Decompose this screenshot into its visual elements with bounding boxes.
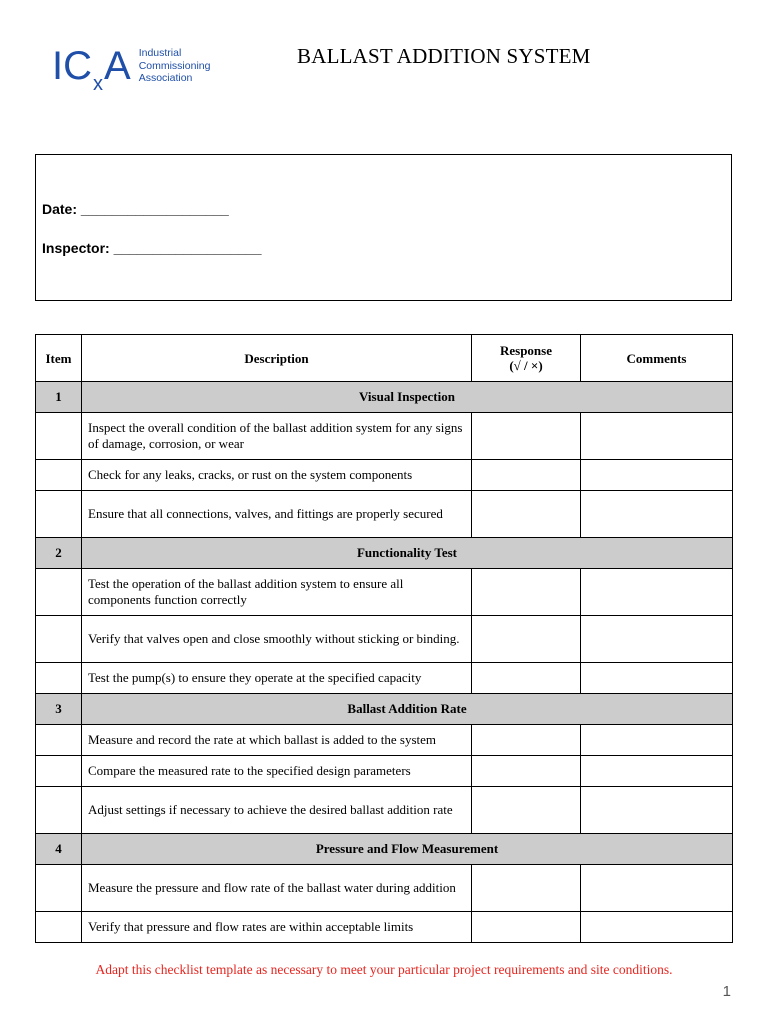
section-row bbox=[36, 694, 733, 725]
section-number: 3 bbox=[36, 694, 82, 725]
logo-mark-sub: x bbox=[93, 73, 103, 95]
document-title: BALLAST ADDITION SYSTEM bbox=[297, 44, 591, 68]
response-cell[interactable] bbox=[472, 756, 581, 787]
item-cell bbox=[36, 756, 82, 787]
comments-cell[interactable] bbox=[581, 756, 733, 787]
footer-note: Adapt this checklist template as necessary to meet your particular project requirements and site conditions. bbox=[95, 962, 673, 977]
item-description: Adjust settings if necessary to achieve the desired ballast addition rate bbox=[82, 787, 472, 834]
table-row bbox=[36, 912, 733, 943]
logo-mark-right: A bbox=[104, 44, 131, 88]
table-row bbox=[36, 663, 733, 694]
item-description: Check for any leaks, cracks, or rust on the system components bbox=[82, 460, 472, 491]
item-cell bbox=[36, 569, 82, 616]
logo-text bbox=[139, 47, 211, 85]
header-response-symbols: (√ / ×) bbox=[509, 358, 543, 373]
item-cell bbox=[36, 663, 82, 694]
logo-mark-left: IC bbox=[52, 44, 92, 88]
section-title: Functionality Test bbox=[82, 538, 733, 569]
header-response-label: Response bbox=[499, 343, 552, 358]
icxa-logo bbox=[52, 38, 210, 94]
table-row bbox=[36, 413, 733, 460]
response-cell[interactable] bbox=[472, 912, 581, 943]
section-title: Visual Inspection bbox=[82, 382, 733, 413]
header-description: Description bbox=[82, 335, 472, 382]
logo-mark bbox=[52, 44, 131, 95]
logo-line-1: Industrial bbox=[138, 47, 182, 60]
response-cell[interactable] bbox=[472, 865, 581, 912]
section-number: 2 bbox=[36, 538, 82, 569]
item-cell bbox=[36, 912, 82, 943]
item-description: Verify that valves open and close smoothly without sticking or binding. bbox=[82, 616, 472, 663]
comments-cell[interactable] bbox=[581, 569, 733, 616]
item-cell bbox=[36, 616, 82, 663]
table-row bbox=[36, 569, 733, 616]
section-number: 4 bbox=[36, 834, 82, 865]
inspector-field[interactable]: Inspector: ___________________ bbox=[42, 240, 262, 256]
checklist-table bbox=[35, 334, 733, 943]
response-cell[interactable] bbox=[472, 787, 581, 834]
comments-cell[interactable] bbox=[581, 912, 733, 943]
item-cell bbox=[36, 865, 82, 912]
response-cell[interactable] bbox=[472, 413, 581, 460]
section-row bbox=[36, 382, 733, 413]
section-title: Pressure and Flow Measurement bbox=[82, 834, 733, 865]
item-description: Compare the measured rate to the specified design parameters bbox=[82, 756, 472, 787]
section-row bbox=[36, 538, 733, 569]
item-description: Verify that pressure and flow rates are within acceptable limits bbox=[82, 912, 472, 943]
table-row bbox=[36, 460, 733, 491]
inspection-info-box bbox=[35, 154, 732, 301]
date-field[interactable]: Date: ___________________ bbox=[42, 201, 229, 217]
response-cell[interactable] bbox=[472, 725, 581, 756]
item-description: Test the pump(s) to ensure they operate at the specified capacity bbox=[82, 663, 472, 694]
comments-cell[interactable] bbox=[581, 413, 733, 460]
response-cell[interactable] bbox=[472, 663, 581, 694]
response-cell[interactable] bbox=[472, 491, 581, 538]
response-cell[interactable] bbox=[472, 460, 581, 491]
section-title: Ballast Addition Rate bbox=[82, 694, 733, 725]
table-header-row bbox=[36, 335, 733, 382]
page-number: 1 bbox=[722, 983, 731, 1000]
logo-line-3: Association bbox=[138, 72, 193, 85]
comments-cell[interactable] bbox=[581, 787, 733, 834]
comments-cell[interactable] bbox=[581, 460, 733, 491]
table-row bbox=[36, 491, 733, 538]
item-cell bbox=[36, 413, 82, 460]
header-item: Item bbox=[36, 335, 82, 382]
table-row bbox=[36, 865, 733, 912]
item-description: Inspect the overall condition of the ballast addition system for any signs of damage, corrosion, or wear bbox=[82, 413, 472, 460]
item-cell bbox=[36, 725, 82, 756]
item-cell bbox=[36, 491, 82, 538]
item-description: Test the operation of the ballast addition system to ensure all components function correctly bbox=[82, 569, 472, 616]
comments-cell[interactable] bbox=[581, 616, 733, 663]
header-comments: Comments bbox=[581, 335, 733, 382]
header-response bbox=[472, 335, 581, 382]
item-cell bbox=[36, 460, 82, 491]
comments-cell[interactable] bbox=[581, 663, 733, 694]
section-row bbox=[36, 834, 733, 865]
item-description: Measure the pressure and flow rate of the ballast water during addition bbox=[82, 865, 472, 912]
response-cell[interactable] bbox=[472, 616, 581, 663]
table-row bbox=[36, 787, 733, 834]
item-description: Measure and record the rate at which ballast is added to the system bbox=[82, 725, 472, 756]
comments-cell[interactable] bbox=[581, 865, 733, 912]
response-cell[interactable] bbox=[472, 569, 581, 616]
comments-cell[interactable] bbox=[581, 491, 733, 538]
table-row bbox=[36, 616, 733, 663]
comments-cell[interactable] bbox=[581, 725, 733, 756]
item-description: Ensure that all connections, valves, and fittings are properly secured bbox=[82, 491, 472, 538]
item-cell bbox=[36, 787, 82, 834]
table-row bbox=[36, 725, 733, 756]
section-number: 1 bbox=[36, 382, 82, 413]
logo-line-2: Commissioning bbox=[138, 59, 211, 72]
table-row bbox=[36, 756, 733, 787]
